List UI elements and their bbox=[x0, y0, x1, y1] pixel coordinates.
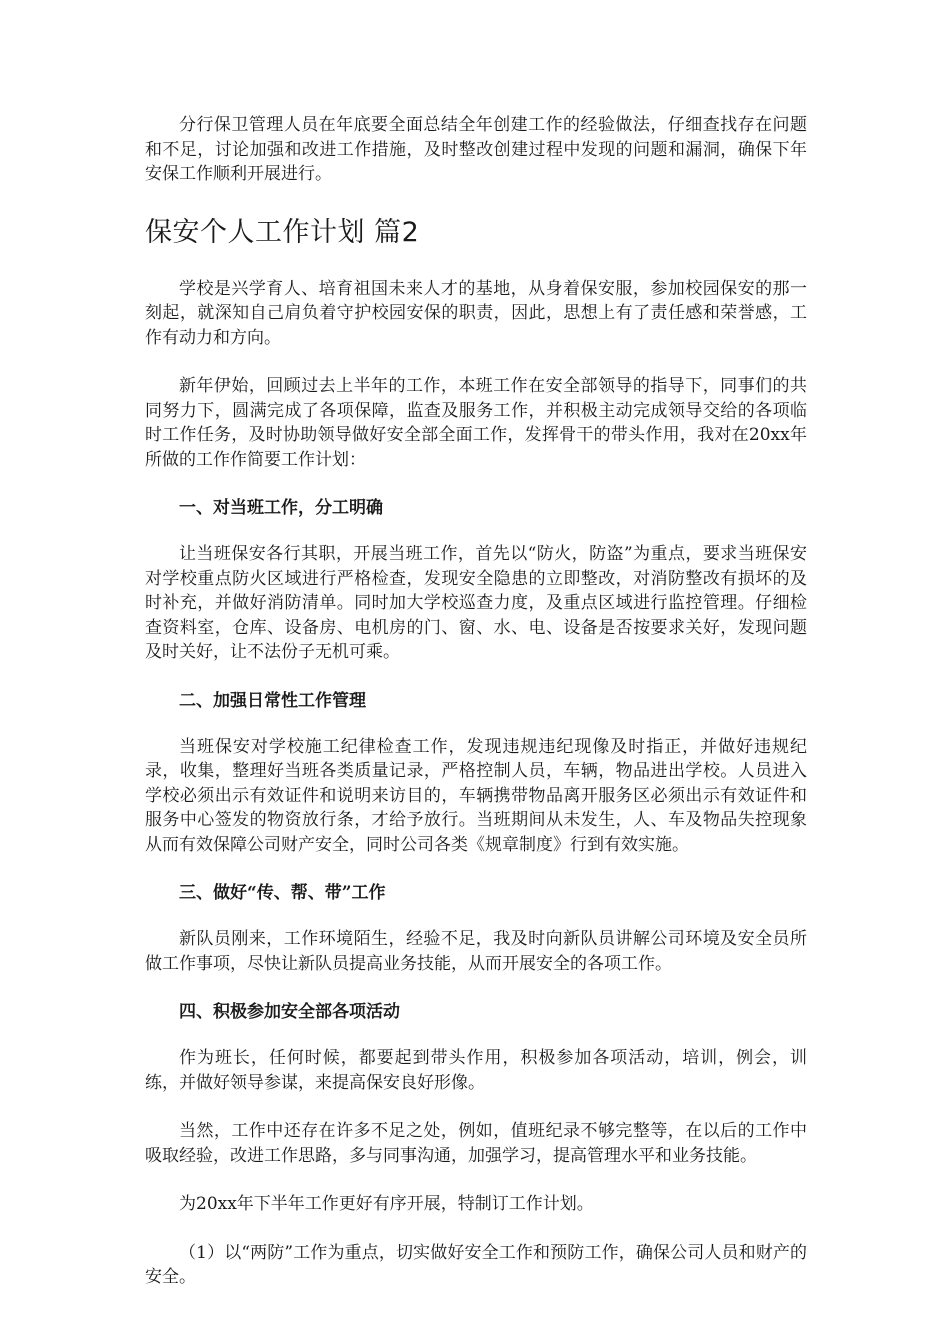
section-4-heading: 四、积极参加安全部各项活动 bbox=[179, 1002, 400, 1022]
section-4-paragraph: 作为班长，任何时候，都要起到带头作用，积极参加各项活动，培训，例会，训练，并做好领导参谋，来提高保安良好形像。 bbox=[145, 1048, 807, 1093]
closing-paragraph-2: 为20xx年下半年工作更好有序开展，特制订工作计划。 bbox=[179, 1194, 594, 1214]
article-title: 保安个人工作计划 篇2 bbox=[145, 216, 420, 248]
section-2-paragraph: 当班保安对学校施工纪律检查工作，发现违规违纪现像及时指正，并做好违规纪录，收集，整理好当班各类质量记录，严格控制人员，车辆，物品进出学校。人员进入学校必须出示有效证件和说明来访目的，车辆携带物品离开服务区必须出示有效证件和服务中心签发的物资放行条，才给予放行。当班期间从未发生，人、车及物品失控现象从而有效保障公司财产安全，同时公司各类《规章制度》行到有效实施。 bbox=[145, 736, 807, 855]
closing-paragraph-1: 当然，工作中还存在许多不足之处，例如，值班纪录不够完整等，在以后的工作中吸取经验，改进工作思路，多与同事沟通，加强学习，提高管理水平和业务技能。 bbox=[145, 1121, 807, 1166]
section-2-heading: 二、加强日常性工作管理 bbox=[179, 690, 366, 711]
section-3-heading: 三、做好“传、帮、带”工作 bbox=[179, 883, 386, 903]
plan-item-1: （1）以“两防”工作为重点，切实做好安全工作和预防工作，确保公司人员和财产的安全。 bbox=[145, 1242, 807, 1287]
intro-paragraph: 分行保卫管理人员在年底要全面总结全年创建工作的经验做法，仔细查找存在问题和不足，讨论加强和改进工作措施，及时整改创建过程中发现的问题和漏洞，确保下年安保工作顺利开展进行。 bbox=[145, 115, 807, 184]
document-page bbox=[145, 113, 807, 1290]
section-3-paragraph: 新队员刚来，工作环境陌生，经验不足，我及时向新队员讲解公司环境及安全员所做工作事项，尽快让新队员提高业务技能，从而开展安全的各项工作。 bbox=[145, 929, 807, 974]
paragraph-1: 学校是兴学育人、培育祖国未来人才的基地，从身着保安服，参加校园保安的那一刻起，就深知自己肩负着守护校园安保的职责，因此，思想上有了责任感和荣誉感，工作有动力和方向。 bbox=[145, 278, 807, 348]
section-1-heading: 一、对当班工作，分工明确 bbox=[179, 498, 383, 518]
paragraph-2: 新年伊始，回顾过去上半年的工作，本班工作在安全部领导的指导下，同事们的共同努力下，圆满完成了各项保障，监查及服务工作，并积极主动完成领导交给的各项临时工作任务，及时协助领导做好安全部全面工作，发挥骨干的带头作用，我对在20xx年所做的工作作简要工作计划： bbox=[145, 376, 807, 470]
section-1-paragraph: 让当班保安各行其职，开展当班工作，首先以“防火，防盗”为重点，要求当班保安对学校重点防火区域进行严格检查，发现安全隐患的立即整改，对消防整改有损坏的及时补充，并做好消防清单。同时加大学校巡查力度，及重点区域进行监控管理。仔细检查资料室，仓库、设备房、电机房的门、窗、水、电、设备是否按要求关好，发现问题及时关好，让不法份子无机可乘。 bbox=[145, 544, 807, 662]
